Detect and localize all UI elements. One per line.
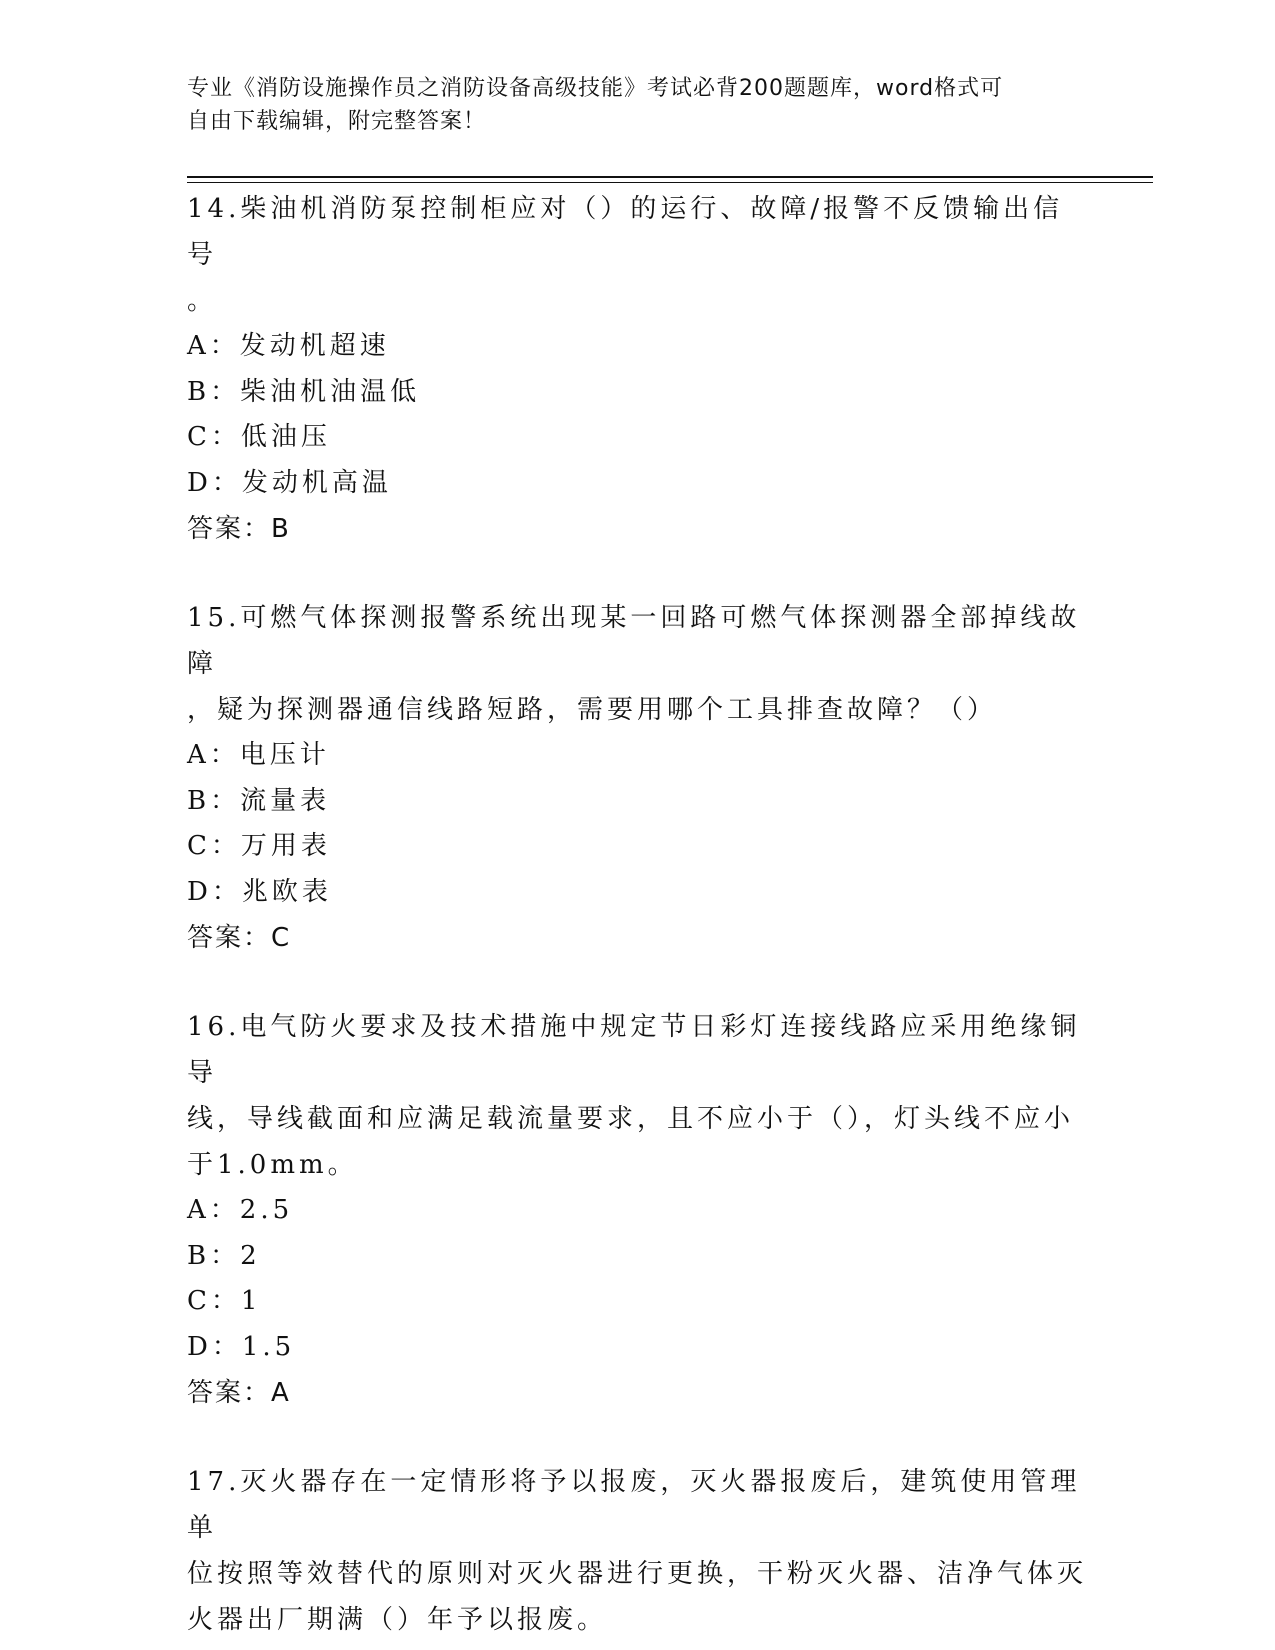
question-text: 。 [187, 286, 218, 316]
question-text: 线，导线截面和应满足载流量要求，且不应小于（），灯头线不应小 [187, 1104, 1075, 1134]
option-c: C：1 [187, 1286, 262, 1316]
question-text: 16.电气防火要求及技术措施中规定节日彩灯连接线路应采用绝缘铜导 [187, 1012, 1081, 1088]
question-text: 15.可燃气体探测报警系统出现某一回路可燃气体探测器全部掉线故障 [187, 603, 1081, 679]
header-rule-thick [187, 176, 1153, 178]
option-b: B：2 [187, 1240, 261, 1271]
option-c: C：低油压 [187, 422, 331, 452]
option-d: D：1.5 [187, 1331, 296, 1362]
option-c: C：万用表 [187, 831, 331, 861]
question-spacer [187, 1416, 1087, 1459]
option-a: A：发动机超速 [187, 331, 390, 361]
question-spacer [187, 961, 1087, 1004]
answer-line: 答案：C [187, 923, 292, 953]
question-spacer [187, 552, 1087, 595]
option-a: A：电压计 [187, 740, 330, 770]
question-text: 火器出厂期满（）年予以报废。 [187, 1605, 608, 1635]
header-rule-thin [187, 182, 1153, 183]
question-16 [187, 1004, 1087, 1416]
document-header [187, 72, 1067, 138]
option-d: D：发动机高温 [187, 467, 392, 498]
question-14 [187, 186, 1087, 552]
option-b: B：流量表 [187, 785, 331, 816]
question-text: ，疑为探测器通信线路短路，需要用哪个工具排查故障？（） [187, 695, 998, 725]
answer-line: 答案：B [187, 514, 291, 544]
answer-line: 答案：A [187, 1378, 291, 1408]
question-text: 位按照等效替代的原则对灭火器进行更换，干粉灭火器、洁净气体灭 [187, 1559, 1088, 1589]
question-text: 14.柴油机消防泵控制柜应对（）的运行、故障/报警不反馈输出信号 [187, 194, 1064, 270]
option-d: D：兆欧表 [187, 876, 332, 907]
question-17 [187, 1459, 1087, 1643]
question-text: 于1.0mm。 [187, 1150, 358, 1180]
question-text: 17.灭火器存在一定情形将予以报废，灭火器报废后，建筑使用管理单 [187, 1467, 1081, 1543]
header-line-2: 自由下载编辑，附完整答案！ [187, 109, 487, 134]
option-a: A：2.5 [187, 1195, 294, 1225]
header-line-1: 专业《消防设施操作员之消防设备高级技能》考试必背200题题库，word格式可 [187, 76, 1004, 101]
question-list [187, 186, 1087, 1643]
option-b: B：柴油机油温低 [187, 376, 421, 407]
question-15 [187, 595, 1087, 961]
